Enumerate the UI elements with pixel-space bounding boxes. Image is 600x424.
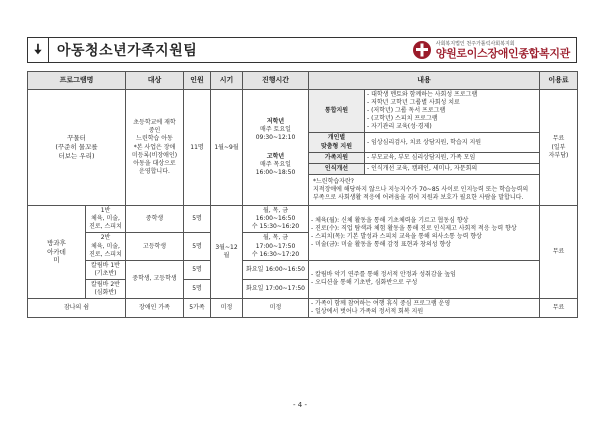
col-header-name: 프로그램명 bbox=[28, 72, 126, 90]
content-list bbox=[309, 299, 540, 318]
subprogram-count: 5명 bbox=[184, 206, 211, 233]
table-header-row bbox=[28, 72, 578, 90]
content-list bbox=[365, 163, 540, 174]
list-item: - 미술(금): 미술 활동을 통해 감정 표현과 창의성 향상 bbox=[311, 241, 452, 248]
program-target: 초등학교에 재학 중인 느린학습 아동 *본 사업은 장애 미등록(비장애인) 아동을 대상으로 운영합니다. bbox=[126, 90, 184, 206]
list-item: - (고학년) 스피치 프로그램 bbox=[367, 115, 438, 123]
list-item: - 칼림바 악기 연주를 통해 정서적 안정과 성취감을 높임 bbox=[311, 271, 456, 279]
list-item: - (저학년) 그룹 독서 프로그램 bbox=[367, 107, 446, 115]
section-title: 아동청소년가족지원팀 bbox=[57, 43, 198, 59]
program-count: 5가족 bbox=[184, 299, 211, 318]
list-item: - 부모교육, 부모 심리상담지원, 가족 모임 bbox=[367, 153, 476, 161]
subprogram-target: 고등학생 bbox=[126, 233, 184, 260]
subprogram-count: 5명 bbox=[184, 233, 211, 260]
time-lower-hours: 09:30~12:10 bbox=[255, 134, 296, 142]
subprogram-target: 중학생, 고등학생 bbox=[126, 260, 184, 298]
program-fee: 무료 bbox=[540, 299, 578, 318]
subprogram-name: 2반 체육, 미술, 진로, 스피치 bbox=[86, 233, 126, 260]
content-label: 인식개선 bbox=[309, 163, 365, 174]
list-item: - 가족이 함께 참여하는 여행 휴식 중심 프로그램 운영 bbox=[311, 300, 451, 308]
org-logo bbox=[412, 40, 570, 60]
program-period: 1월~9월 bbox=[211, 90, 243, 206]
content-list bbox=[309, 206, 540, 261]
section-header bbox=[27, 37, 577, 63]
logo-name: 양원로이스장애인종합복지관 bbox=[435, 46, 570, 60]
program-target: 장애인 가족 bbox=[126, 299, 184, 318]
program-name: 잠나의 쉼 bbox=[28, 299, 126, 318]
program-period: 미정 bbox=[211, 299, 243, 318]
table-row bbox=[28, 206, 578, 233]
list-item: - 진로(수): 직업 탐색과 체험 활동을 통해 진로 인식제고 사회적 적응 능력 향상 bbox=[311, 224, 517, 232]
subprogram-count: 5명 bbox=[184, 279, 211, 298]
content-label: 개인별 맞춤형 지원 bbox=[309, 133, 365, 152]
content-list bbox=[309, 260, 540, 298]
col-header-time: 진행시간 bbox=[243, 72, 309, 90]
subprogram-time: 월, 목, 금 16:00~16:50 수 15:30~16:20 bbox=[243, 206, 309, 233]
program-table bbox=[27, 71, 578, 318]
content-label: 통합지원 bbox=[309, 90, 365, 133]
col-header-fee: 이용료 bbox=[540, 72, 578, 90]
subprogram-time: 화요일 17:00~17:50 bbox=[243, 279, 309, 298]
arrow-down-icon: 🠇 bbox=[34, 42, 42, 58]
note-cell bbox=[309, 174, 540, 205]
time-upper-day: 매주 목요일 bbox=[260, 160, 291, 168]
arrow-box bbox=[28, 38, 49, 62]
subprogram-count: 5명 bbox=[184, 260, 211, 279]
list-item: - 체육(월): 신체 활동을 통해 기초체력을 기르고 협동심 향상 bbox=[311, 216, 469, 224]
col-header-target: 대상 bbox=[126, 72, 184, 90]
table-row bbox=[28, 299, 578, 318]
program-name: 방과후 아카데 미 bbox=[28, 206, 86, 299]
list-item: - 저학년 고학년 그룹별 사회성 치료 bbox=[367, 99, 460, 107]
subprogram-time: 월, 목, 금 17:00~17:50 수 16:30~17:20 bbox=[243, 233, 309, 260]
program-count: 11명 bbox=[184, 90, 211, 206]
time-upper-hours: 16:00~18:50 bbox=[255, 168, 296, 176]
content-list bbox=[365, 133, 540, 152]
program-period: 3월~12월 bbox=[211, 206, 243, 299]
table-row bbox=[28, 90, 578, 133]
list-item: - 일상에서 벗어나 가족의 정서적 회복 지원 bbox=[311, 308, 424, 316]
list-item: - 인식개선 교육, 캠페인, 세미나, 자문회의 bbox=[367, 164, 478, 172]
time-upper-label: 고학년 bbox=[266, 152, 285, 160]
content-list bbox=[365, 152, 540, 163]
subprogram-name: 칼림바 2반 (심화반) bbox=[86, 279, 126, 298]
list-item: - 오디션을 통해 기초반, 심화반으로 구성 bbox=[311, 279, 418, 287]
list-item: - 임상심리검사, 치료 상담지원, 학습지 지원 bbox=[367, 138, 482, 146]
subprogram-target: 중학생 bbox=[126, 206, 184, 233]
list-item: - 스피치(목): 기본 발성과 스피치 교육을 통해 의사소통 능력 향상 bbox=[311, 232, 482, 240]
note-title: *느린학습자란? bbox=[313, 177, 354, 185]
time-lower-label: 저학년 bbox=[266, 118, 285, 126]
subprogram-name: 칼림바 1반 (기초반) bbox=[86, 260, 126, 279]
col-header-content: 내용 bbox=[309, 72, 540, 90]
list-item: - 대학생 멘토와 함께하는 사회성 프로그램 bbox=[367, 91, 478, 98]
table-row bbox=[28, 260, 578, 279]
page-number: - 4 - bbox=[293, 401, 307, 409]
program-fee: 무료 bbox=[540, 206, 578, 299]
program-fee: 무료 (일부 자부담) bbox=[540, 90, 578, 206]
subprogram-time: 화요일 16:00~16:50 bbox=[243, 260, 309, 279]
subprogram-name: 1반 체육, 미술, 진로, 스피치 bbox=[86, 206, 126, 233]
content-list bbox=[365, 90, 540, 133]
content-label: 가족지원 bbox=[309, 152, 365, 163]
col-header-period: 시기 bbox=[211, 72, 243, 90]
program-time bbox=[243, 90, 309, 206]
list-item: - 자기관리 교육(성·경제) bbox=[367, 123, 432, 131]
program-name: 꾸물터 (꾸준히 물꼬를 터보는 우리) bbox=[28, 90, 126, 206]
cross-logo-icon bbox=[412, 40, 432, 60]
note-text: 지적장애에 해당하지 않으나 지능지수가 70~85 사이로 인지능력 또는 학습능력의 부족으로 사회생활 적응에 어려움을 겪어 지원과 보호가 필요한 사람을 말합니다. bbox=[313, 185, 529, 202]
col-header-count: 인원 bbox=[184, 72, 211, 90]
time-lower-day: 매주 토요일 bbox=[260, 126, 291, 134]
logo-subtitle: 사회복지법인 천주가톨릭사회복지회 bbox=[435, 40, 515, 47]
program-time: 미정 bbox=[243, 299, 309, 318]
